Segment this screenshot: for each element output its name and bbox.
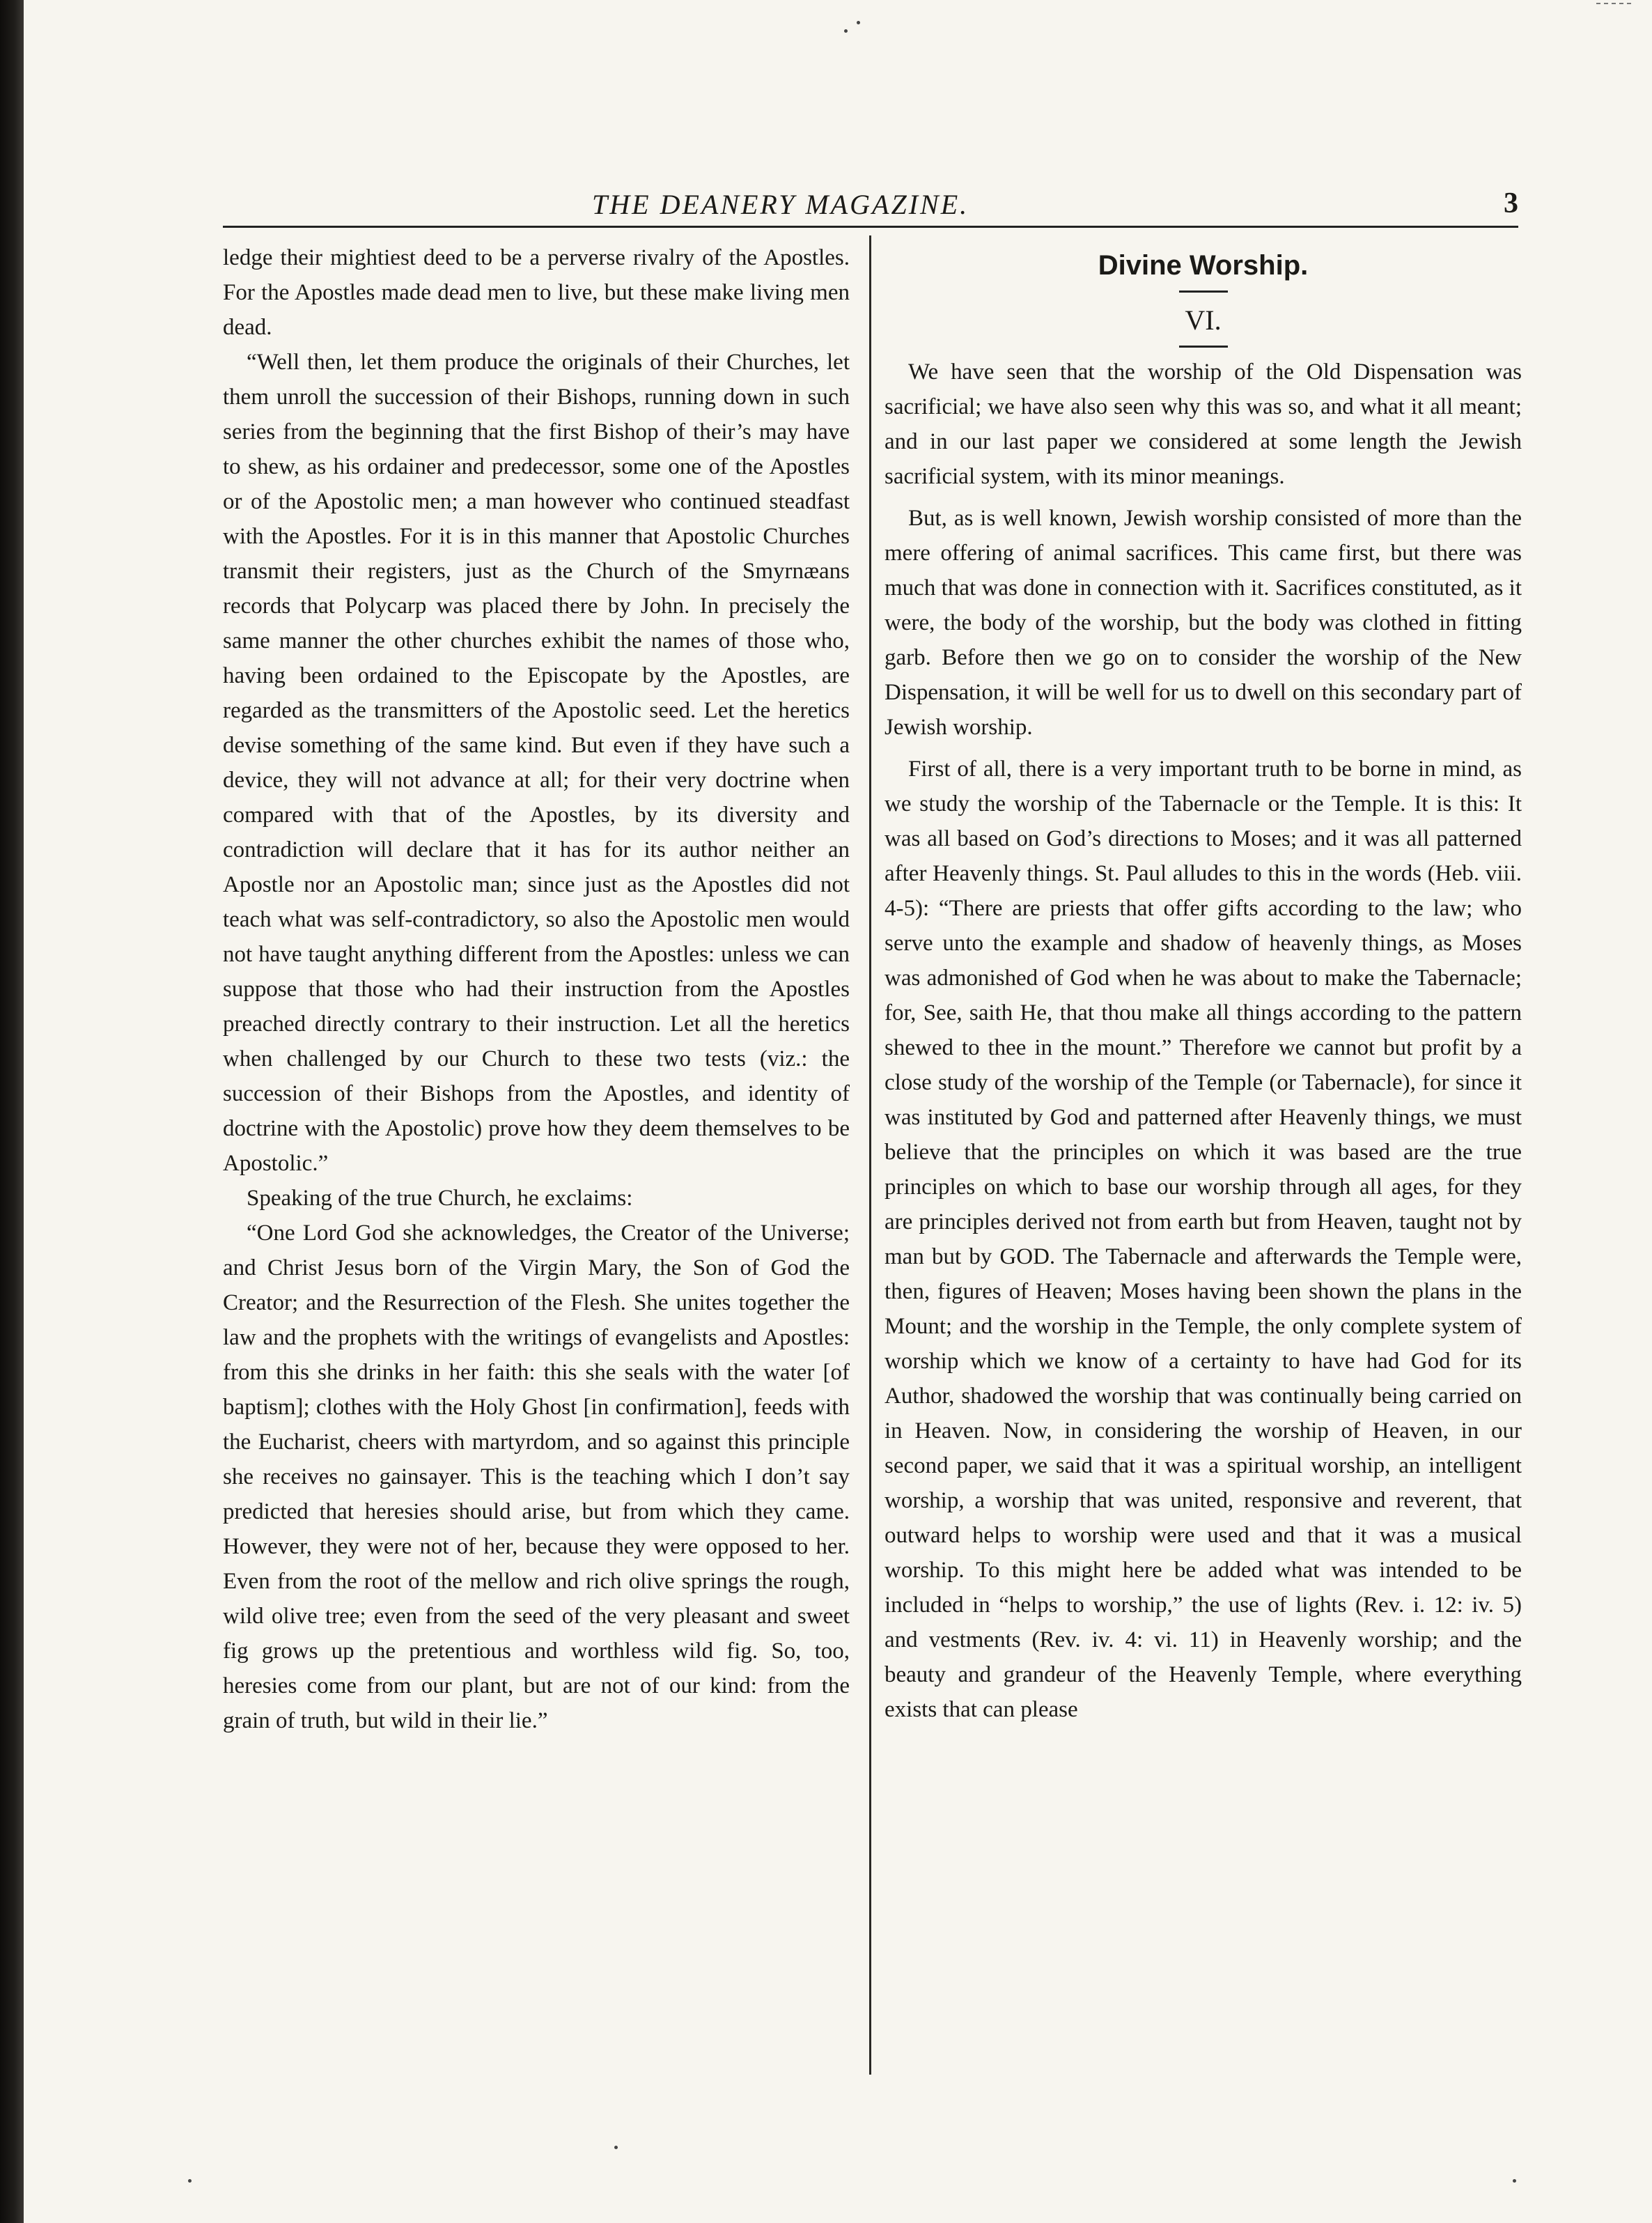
paragraph: First of all, there is a very important truth to be borne in mind, as we study the worship of the Tabernacle or the Temple. It is this: It was all based on God’s directions to Moses; and it was all patterned after Heavenly things. St. Paul alludes to this in the words (Heb. viii. 4-5): “There are priests that offer gifts according to the law; who serve unto the example and shadow of heavenly things, as Moses was admonished of God when he was about to make the Tabernacle; for, See, saith He, that thou make all things according to the pattern shewed to thee in the mount.” Therefore we cannot but profit by a close study of the worship of the Temple (or Tabernacle), for since it was instituted by God and patterned after Heavenly things, we must believe that the principles on which it was based are the true principles on which to base our worship through all ages, for they are principles derived not from earth but from Heaven, taught not by man but by GOD. The Tabernacle and afterwards the Temple were, then, figures of Heaven; Moses having been shown the plans in the Mount; and the worship in the Temple, the only complete system of worship which we know of a certainty to have had God for its Author, shadowed the worship that was continually being carried on in Heaven. Now, in considering the worship of Heaven, in our second paper, we said that it was a spiritual worship, an intelligent worship, a worship that was united, responsive and reverent, that outward helps to worship were used and that it was a musical worship. To this might here be added what was intended to be included in “helps to worship,” the use of lights (Rev. i. 12: iv. 5) and vestments (Rev. iv. 4: vi. 11) in Heavenly worship; and the beauty and grandeur of the Heavenly Temple, where everything exists that can please — [885, 757, 1522, 1722]
paragraph: We have seen that the worship of the Old Dispensation was sacrificial; we have also seen why this was so, and what it all meant; and in our last paper we considered at some length the Jewish sacrificial system, with its minor meanings. — [885, 359, 1522, 489]
running-title: THE DEANERY MAGAZINE. — [592, 189, 969, 220]
scan-speck — [188, 2179, 192, 2183]
title-rule — [1179, 291, 1228, 293]
page-header — [223, 188, 1518, 220]
left-column — [223, 240, 850, 1738]
paragraph: Speaking of the true Church, he exclaims: — [247, 1186, 633, 1211]
section-title: Divine Worship. — [1098, 250, 1309, 281]
paragraph: “Well then, let them produce the originals of their Churches, let them unroll the succession of their Bishops, running down in such series from the beginning that the first Bishop of their’s may have to shew, as his ordainer and predecessor, some one of the Apostles or of the Apostolic men; a man however who continued steadfast with the Apostles. For it is in this manner that Apostolic Churches transmit their registers, just as the Church of the Smyrnæans records that Polycarp was placed there by John. In precisely the same manner the other churches exhibit the names of those who, having been ordained to the Episcopate by the Apostles, are regarded as the transmitters of the Apostolic seed. Let the heretics devise something of the same kind. But even if they have such a device, they will not advance at all; for their very doctrine when compared with that of the Apostles, by its diversity and contradiction will declare that it has for its author neither an Apostle nor an Apostolic man; since just as the Apostles did not teach what was self-contradictory, so also the Apostolic men would not have taught anything different from the Apostles: unless we can suppose that those who had their instruction from the Apostles preached directly contrary to their instruction. Let all the heretics when challenged by our Church to these two tests (viz.: the succession of their Bishops from the Apostles, and identity of doctrine with the Apostolic) prove how they deem themselves to be Apostolic.” — [223, 350, 850, 1176]
right-column — [885, 240, 1522, 1727]
paragraph: ledge their mightiest deed to be a perverse rivalry of the Apostles. For the Apostles made dead men to live, but these make living men dead. — [223, 245, 850, 340]
scan-speck — [844, 29, 848, 33]
scan-speck — [857, 21, 860, 24]
scan-mark — [1596, 3, 1631, 6]
paragraph: But, as is well known, Jewish worship consisted of more than the mere offering of animal sacrifices. This came first, but there was much that was done in connection with it. Sacrifices constituted, as it were, the body of the worship, but the body was clothed in fitting garb. Before then we go on to consider the worship of the New Dispensation, it will be well for us to dwell on this secondary part of Jewish worship. — [885, 506, 1522, 740]
paragraph: “One Lord God she acknowledges, the Creator of the Universe; and Christ Jesus born of the Virgin Mary, the Son of God the Creator; and the Resurrection of the Flesh. She unites together the law and the prophets with the writings of evangelists and Apostles: from this she drinks in her faith: this she seals with the water [of baptism]; clothes with the Holy Ghost [in confirmation], feeds with the Eucharist, cheers with martyrdom, and so against this principle she receives no gainsayer. This is the teaching which I don’t say predicted that heresies should arise, but from which they came. However, they were not of her, because they were opposed to her. Even from the root of the mellow and rich olive springs the rough, wild olive tree; even from the seed of the very pleasant and sweet fig grows up the pretentious and worthless wild fig. So, too, heresies come from our plant, but are not of our kind: from the grain of truth, but wild in their lie.” — [223, 1221, 850, 1733]
page-number: 3 — [1504, 187, 1518, 219]
column-divider — [869, 235, 871, 2075]
section-number: VI. — [1185, 304, 1222, 336]
header-rule — [223, 226, 1518, 228]
title-rule — [1179, 346, 1228, 348]
binding-edge — [0, 0, 24, 2223]
scan-speck — [614, 2146, 618, 2149]
scan-speck — [1513, 2179, 1516, 2183]
